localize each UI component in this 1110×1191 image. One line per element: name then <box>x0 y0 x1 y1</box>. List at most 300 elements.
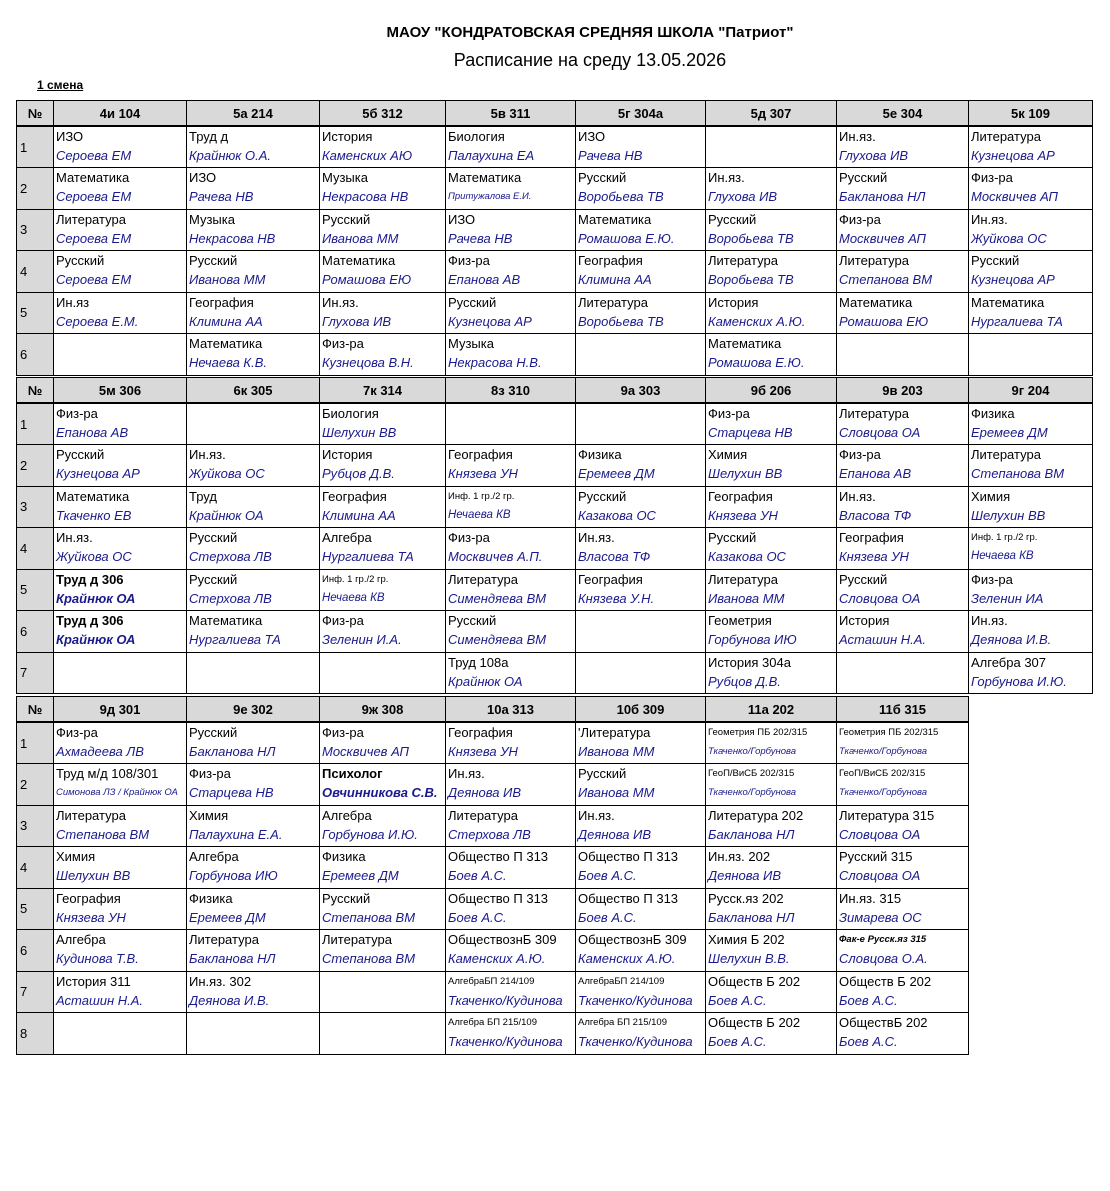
subject-label: История <box>322 129 373 144</box>
subject-label: Труд м/д 108/301 <box>56 766 159 781</box>
lesson-cell <box>837 847 969 889</box>
subject-label: География <box>322 488 387 504</box>
teacher-label: Сероева ЕМ <box>56 230 132 246</box>
teacher-label: Стерхова ЛВ <box>448 826 531 842</box>
lesson-cell <box>706 403 837 445</box>
subject-label: Математика <box>971 294 1045 310</box>
subject-label: Русский <box>322 211 371 227</box>
subject-label: Литература <box>322 932 392 947</box>
teacher-label: Рубцов Д.В. <box>708 673 781 689</box>
subject-label: Алгебра БП 215/109 <box>448 1017 538 1028</box>
teacher-label: Ромашова Е.Ю. <box>578 230 675 246</box>
teacher-label <box>448 423 573 442</box>
lesson-cell <box>446 528 576 570</box>
teacher-label <box>56 1032 184 1051</box>
lesson-cell <box>54 209 187 251</box>
teacher-label: Деянова ИВ <box>578 826 652 842</box>
lesson-cell <box>576 334 706 376</box>
subject-label: Физ-ра <box>839 211 881 227</box>
table-row <box>17 528 1093 570</box>
subject-label: ОбществБ 202 <box>839 1015 928 1030</box>
teacher-label: Шелухин ВВ <box>322 425 397 440</box>
subject-label: Геометрия ПБ 202/315 <box>839 727 939 738</box>
teacher-label: Степанова ВМ <box>322 951 416 966</box>
subject-label: Литература 202 <box>708 807 804 823</box>
teacher-label: Асташин Н.А. <box>56 992 144 1008</box>
subject-label: Литература <box>971 129 1041 144</box>
teacher-label: Кузнецова АР <box>971 272 1055 287</box>
subject-label: География <box>448 725 513 740</box>
blank-cell <box>969 930 1093 972</box>
teacher-label: Еремеев ДМ <box>322 868 399 883</box>
subject-label: География <box>839 530 904 545</box>
class-header: 5к 109 <box>969 101 1093 127</box>
subject-label: 'Литература <box>578 725 651 740</box>
class-header: 9г 204 <box>969 378 1093 404</box>
lesson-cell <box>320 847 446 889</box>
class-header: 5д 307 <box>706 101 837 127</box>
lesson-cell <box>320 652 446 694</box>
lesson-cell <box>576 168 706 210</box>
teacher-label: Москвичев А.П. <box>448 549 543 564</box>
subject-label: Инф. 1 гр./2 гр. <box>448 490 515 502</box>
lesson-cell <box>320 251 446 293</box>
teacher-label: Рачева НВ <box>189 189 254 204</box>
teacher-label: Сероева ЕМ <box>56 189 132 204</box>
teacher-label: Москвичев АП <box>971 189 1058 204</box>
table-row <box>17 971 1093 1013</box>
lesson-cell <box>837 126 969 168</box>
lesson-cell <box>320 486 446 528</box>
teacher-label: Крайнюк ОА <box>448 673 523 689</box>
lesson-cell <box>187 930 320 972</box>
teacher-label: Иванова ММ <box>322 230 399 246</box>
lesson-cell <box>446 292 576 334</box>
subject-label <box>578 334 703 353</box>
subject-label: Обществ Б 202 <box>708 973 801 989</box>
table-row <box>17 292 1093 334</box>
lesson-cell <box>320 764 446 806</box>
subject-label: Русский <box>578 766 627 781</box>
class-header: 9в 203 <box>837 378 969 404</box>
lesson-number: 5 <box>17 292 54 334</box>
lesson-cell <box>446 1013 576 1055</box>
lesson-cell <box>187 445 320 487</box>
subject-label: История 304а <box>708 654 791 670</box>
teacher-label: Степанова ВМ <box>56 826 150 842</box>
subject-label: География <box>56 890 121 906</box>
teacher-label <box>189 423 317 442</box>
subject-label <box>322 1013 443 1032</box>
subject-label: Математика <box>708 336 782 351</box>
subject-label: Физ-ра <box>971 170 1013 185</box>
subject-label: Физ-ра <box>708 406 750 421</box>
teacher-label: Старцева НВ <box>189 785 274 800</box>
lesson-cell <box>706 251 837 293</box>
lesson-cell <box>706 334 837 376</box>
teacher-label: Еремеев ДМ <box>971 425 1048 440</box>
subject-label: Ин.яз. <box>322 294 359 310</box>
lesson-cell <box>54 1013 187 1055</box>
lesson-cell <box>706 722 837 764</box>
teacher-label: Кузнецова АР <box>448 313 532 329</box>
subject-label: ИЗО <box>448 211 476 227</box>
lesson-cell <box>706 805 837 847</box>
teacher-label: Нургалиева ТА <box>971 313 1063 329</box>
teacher-label: Симендяева ВМ <box>448 590 547 606</box>
subject-label: Ин.яз. <box>448 766 485 781</box>
class-header: 11а 202 <box>706 697 837 723</box>
lesson-cell <box>320 334 446 376</box>
teacher-label: Князева УН <box>839 549 909 564</box>
lesson-cell <box>320 445 446 487</box>
class-header: 5м 306 <box>54 378 187 404</box>
lesson-number-header: № <box>17 378 54 404</box>
teacher-label: Климина АА <box>578 272 652 287</box>
table-row <box>17 930 1093 972</box>
lesson-cell <box>187 528 320 570</box>
teacher-label: Горбунова ИЮ <box>708 632 797 647</box>
table-row <box>17 334 1093 376</box>
teacher-label: Казакова ОС <box>708 549 786 564</box>
teacher-label: Боев А.С. <box>708 1034 767 1049</box>
subject-label: Литература <box>56 807 126 823</box>
teacher-label: Ткаченко/Кудинова <box>578 992 693 1008</box>
teacher-label <box>578 423 703 442</box>
subject-label: Ин.яз. <box>971 613 1008 628</box>
teacher-label <box>578 672 703 691</box>
teacher-label: Боев А.С. <box>448 868 507 883</box>
lesson-cell <box>320 888 446 930</box>
lesson-cell <box>837 888 969 930</box>
lesson-cell <box>837 569 969 611</box>
lesson-cell <box>969 168 1093 210</box>
subject-label: Физ-ра <box>839 447 881 462</box>
subject-label: Литература <box>448 807 518 823</box>
teacher-label: Нургалиева ТА <box>189 632 281 647</box>
teacher-label: Москвичев АП <box>839 230 926 246</box>
subject-label: Ин.яз. <box>578 807 615 823</box>
blank-cell <box>969 971 1093 1013</box>
lesson-cell <box>969 445 1093 487</box>
lesson-cell <box>837 486 969 528</box>
teacher-label: Бакланова НЛ <box>189 744 276 759</box>
lesson-cell <box>969 569 1093 611</box>
teacher-label: Кузнецова АР <box>971 148 1055 163</box>
teacher-label: Ткаченко/Горбунова <box>839 746 928 757</box>
teacher-label: Власова ТФ <box>578 549 651 564</box>
subject-label: Труд <box>189 488 217 504</box>
lesson-cell <box>576 486 706 528</box>
teacher-label: Деянова ИВ <box>708 868 782 883</box>
teacher-label <box>56 672 184 691</box>
lesson-cell <box>706 569 837 611</box>
lesson-cell <box>54 292 187 334</box>
lesson-cell <box>576 126 706 168</box>
lesson-cell <box>576 847 706 889</box>
class-header: 9ж 308 <box>320 697 446 723</box>
teacher-label <box>322 672 443 691</box>
teacher-label: Симонова ЛЗ / Крайнюк ОА <box>56 787 178 798</box>
schedule-table <box>16 696 1093 1055</box>
teacher-label <box>971 353 1090 372</box>
teacher-label: Иванова ММ <box>578 744 655 759</box>
lesson-cell <box>320 126 446 168</box>
subject-label: Обществ Б 202 <box>839 973 932 989</box>
lesson-cell <box>446 805 576 847</box>
lesson-cell <box>837 445 969 487</box>
lesson-cell <box>576 971 706 1013</box>
lesson-cell <box>446 611 576 653</box>
subject-label: География <box>578 253 643 268</box>
subject-label: Литература <box>971 447 1041 462</box>
lesson-cell <box>969 334 1093 376</box>
subject-label: Геометрия <box>708 613 772 628</box>
teacher-label: Словцова ОА <box>839 826 921 842</box>
lesson-cell <box>576 805 706 847</box>
school-title: МАОУ "КОНДРАТОВСКАЯ СРЕДНЯЯ ШКОЛА "Патриот" <box>386 24 794 41</box>
lesson-cell <box>706 652 837 694</box>
lesson-number: 3 <box>17 805 54 847</box>
lesson-number-header: № <box>17 101 54 127</box>
lesson-cell <box>837 334 969 376</box>
subject-label <box>708 127 834 146</box>
teacher-label: Ткаченко/Горбунова <box>839 787 928 798</box>
lesson-cell <box>706 971 837 1013</box>
teacher-label: Некрасова Н.В. <box>448 355 542 370</box>
lesson-number: 3 <box>17 209 54 251</box>
teacher-label: Епанова АВ <box>839 466 912 481</box>
teacher-label: Князева У.Н. <box>578 590 655 606</box>
lesson-number: 2 <box>17 168 54 210</box>
subject-label: Русский <box>189 725 238 740</box>
lesson-cell <box>706 209 837 251</box>
subject-label: Физ-ра <box>189 766 231 781</box>
teacher-label: Боев А.С. <box>839 1034 898 1049</box>
teacher-label: Крайнюк ОА <box>56 590 136 606</box>
teacher-label: Асташин Н.А. <box>839 632 927 647</box>
teacher-label: Казакова ОС <box>578 507 656 523</box>
table-row <box>17 486 1093 528</box>
subject-label: Физика <box>189 890 233 906</box>
subject-label: Психолог <box>322 766 383 781</box>
teacher-label: Князева УН <box>448 466 518 481</box>
teacher-label: Еремеев ДМ <box>578 466 655 481</box>
subject-label: Литература <box>189 932 259 947</box>
lesson-cell <box>446 569 576 611</box>
lesson-cell <box>837 971 969 1013</box>
class-header: 5а 214 <box>187 101 320 127</box>
lesson-number: 3 <box>17 486 54 528</box>
blank-cell <box>969 847 1093 889</box>
subject-label: Ин.яз. <box>839 129 876 144</box>
teacher-label: Рачева НВ <box>448 230 513 246</box>
teacher-label: Степанова ВМ <box>839 272 933 287</box>
subject-label: ГеоП/ВиСБ 202/315 <box>839 768 926 779</box>
teacher-label <box>189 1032 317 1051</box>
subject-label: Русский <box>448 613 497 628</box>
teacher-label <box>322 991 443 1010</box>
teacher-label: Сероева ЕМ <box>56 148 132 163</box>
lesson-cell <box>969 251 1093 293</box>
subject-label: ОбществознБ 309 <box>578 932 687 947</box>
subject-label <box>189 653 317 672</box>
teacher-label: Деянова ИВ <box>448 785 522 800</box>
class-header: 7к 314 <box>320 378 446 404</box>
teacher-label: Симендяева ВМ <box>448 632 547 647</box>
schedule-table <box>16 377 1093 694</box>
subject-label: ОбществознБ 309 <box>448 932 557 947</box>
class-header: 9е 302 <box>187 697 320 723</box>
subject-label: География <box>448 447 513 462</box>
lesson-cell <box>446 251 576 293</box>
subject-label: Русский <box>708 530 757 545</box>
teacher-label: Бакланова НЛ <box>189 951 276 966</box>
lesson-cell <box>187 486 320 528</box>
subject-label: Инф. 1 гр./2 гр. <box>322 573 389 585</box>
lesson-cell <box>187 722 320 764</box>
teacher-label: Епанова АВ <box>56 425 129 440</box>
lesson-cell <box>320 971 446 1013</box>
lesson-cell <box>969 403 1093 445</box>
class-header: 4и 104 <box>54 101 187 127</box>
lesson-cell <box>706 611 837 653</box>
lesson-number-header: № <box>17 697 54 723</box>
subject-label <box>971 334 1090 353</box>
lesson-cell <box>54 930 187 972</box>
teacher-label: Ткаченко ЕВ <box>56 507 132 523</box>
subject-label: Русский <box>56 447 105 462</box>
class-header: 5б 312 <box>320 101 446 127</box>
lesson-number: 6 <box>17 611 54 653</box>
teacher-label: Боев А.С. <box>578 868 637 883</box>
subject-label: ГеоП/ВиСБ 202/315 <box>708 768 795 779</box>
lesson-number: 1 <box>17 126 54 168</box>
subject-label <box>56 334 184 353</box>
subject-label: Физ-ра <box>56 725 98 740</box>
table-row <box>17 569 1093 611</box>
lesson-cell <box>969 611 1093 653</box>
schedule-date: Расписание на среду 13.05.2026 <box>453 50 727 70</box>
lesson-cell <box>54 168 187 210</box>
subject-label: Ин.яз. 302 <box>189 973 252 989</box>
subject-label: Физ-ра <box>448 253 490 268</box>
subject-label: Физ-ра <box>56 406 98 421</box>
teacher-label <box>578 353 703 372</box>
lesson-number: 6 <box>17 930 54 972</box>
teacher-label: Ткаченко/Кудинова <box>448 1034 563 1049</box>
lesson-cell <box>837 764 969 806</box>
lesson-cell <box>187 652 320 694</box>
teacher-label: Деянова И.В. <box>189 992 270 1008</box>
lesson-cell <box>54 569 187 611</box>
teacher-label: Жуйкова ОС <box>971 230 1047 246</box>
subject-label: Химия <box>708 447 748 462</box>
subject-label: История 311 <box>56 973 131 989</box>
lesson-cell <box>54 528 187 570</box>
subject-label: Биология <box>322 406 379 421</box>
subject-label: Физ-ра <box>322 336 364 351</box>
teacher-label: Ткаченко/Горбунова <box>708 746 797 757</box>
blank-cell <box>969 722 1093 764</box>
teacher-label: Жуйкова ОС <box>56 549 132 564</box>
subject-label: Геометрия ПБ 202/315 <box>708 727 808 738</box>
subject-label: Химия <box>189 807 229 823</box>
subject-label: Фак-е Русск.яз 315 <box>839 934 927 945</box>
teacher-label: Словцова ОА <box>839 590 921 606</box>
subject-label: Труд д 306 <box>56 571 124 587</box>
lesson-cell <box>54 805 187 847</box>
subject-label: Литература <box>578 294 648 310</box>
lesson-number: 7 <box>17 971 54 1013</box>
lesson-cell <box>706 1013 837 1055</box>
subject-label: Труд д 306 <box>56 613 124 628</box>
subject-label: Ин.яз. <box>578 530 615 545</box>
subject-label: История <box>322 447 373 462</box>
teacher-label: Рубцов Д.В. <box>322 466 395 481</box>
lesson-number: 5 <box>17 888 54 930</box>
lesson-cell <box>706 168 837 210</box>
subject-label: Русский <box>578 170 627 185</box>
lesson-cell <box>54 847 187 889</box>
subject-label: Математика <box>322 253 396 268</box>
subject-label: ИЗО <box>56 129 84 144</box>
subject-label: Математика <box>189 336 263 351</box>
lesson-cell <box>837 209 969 251</box>
lesson-cell <box>576 251 706 293</box>
lesson-cell <box>576 764 706 806</box>
subject-label <box>322 972 443 991</box>
teacher-label: Сероева ЕМ <box>56 272 132 287</box>
schedule-table <box>16 100 1093 376</box>
table-row <box>17 722 1093 764</box>
teacher-label: Ахмадеева ЛВ <box>56 744 144 759</box>
lesson-cell <box>576 403 706 445</box>
lesson-cell <box>837 251 969 293</box>
lesson-cell <box>446 126 576 168</box>
lesson-number: 6 <box>17 334 54 376</box>
subject-label: Ин.яз <box>56 294 90 310</box>
subject-label: АлгебраБП 214/109 <box>578 975 665 987</box>
subject-label: Русский <box>839 170 888 185</box>
teacher-label: Глухова ИВ <box>839 148 909 163</box>
subject-label: Ин.яз. 315 <box>839 890 902 906</box>
subject-label <box>322 653 443 672</box>
subject-label <box>578 653 703 672</box>
subject-label: Математика <box>56 170 130 185</box>
lesson-cell <box>837 528 969 570</box>
subject-label: Литература 315 <box>839 807 935 823</box>
teacher-label: Крайнюк ОА <box>189 507 264 523</box>
teacher-label: Овчинникова С.В. <box>322 785 438 800</box>
subject-label: Биология <box>448 129 505 144</box>
class-header: 5е 304 <box>837 101 969 127</box>
subject-label: Ин.яз. <box>708 170 745 185</box>
teacher-label: Крайнюк ОА <box>56 632 136 647</box>
table-row <box>17 847 1093 889</box>
class-header: 9б 206 <box>706 378 837 404</box>
lesson-cell <box>54 126 187 168</box>
table-row <box>17 805 1093 847</box>
class-header: 5в 311 <box>446 101 576 127</box>
lesson-cell <box>576 611 706 653</box>
subject-label: Физ-ра <box>322 613 364 628</box>
class-header: 10а 313 <box>446 697 576 723</box>
lesson-cell <box>446 334 576 376</box>
lesson-cell <box>576 652 706 694</box>
subject-label <box>839 653 966 672</box>
lesson-cell <box>706 486 837 528</box>
